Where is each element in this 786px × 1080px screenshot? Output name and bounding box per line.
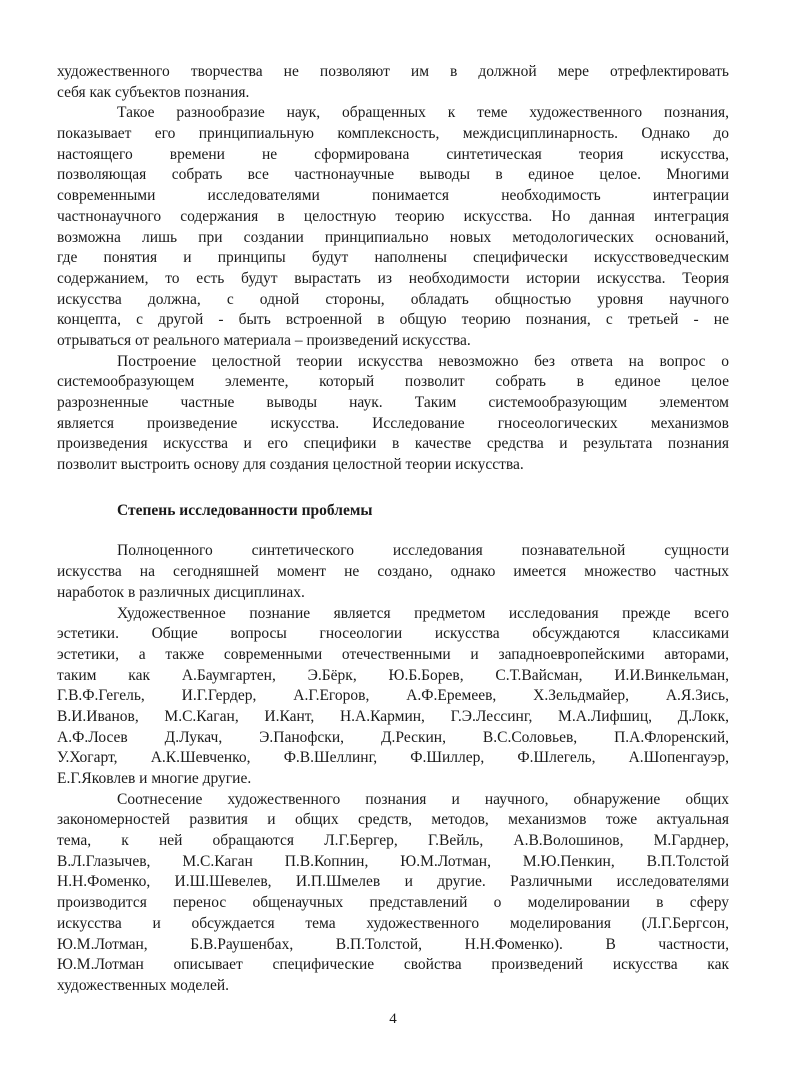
text-line: искусства и обсуждается тема художественного моделирования (Л.Г.Бергсон,: [57, 914, 729, 932]
text-line: возможна лишь при создании принципиально новых методологических оснований,: [57, 228, 729, 246]
text-line: Ю.М.Лотман описывает специфические свойства произведений искусства как: [57, 956, 729, 974]
text-line: У.Хогарт, А.К.Шевченко, Ф.В.Шеллинг, Ф.Шиллер, Ф.Шлегель, А.Шопенгауэр,: [57, 749, 729, 767]
paragraph: [57, 103, 729, 351]
text-line: системообразующем элементе, который позволит собрать в единое целое: [57, 373, 729, 391]
text-line: В.И.Иванов, М.С.Каган, И.Кант, Н.А.Кармин, Г.Э.Лессинг, М.А.Лифшиц, Д.Локк,: [57, 707, 729, 725]
text-line: Такое разнообразие наук, обращенных к теме художественного познания,: [117, 104, 729, 122]
body-text-lower: [57, 541, 729, 996]
text-line: закономерностей развития и общих средств, методов, механизмов тоже актуальная: [57, 811, 729, 829]
paragraph: [57, 790, 729, 997]
text-line: концепта, с другой - быть встроенной в общую теорию познания, с третьей - не: [57, 311, 729, 329]
text-line: Полноценного синтетического исследования познавательной сущности: [117, 542, 729, 560]
text-line: Построение целостной теории искусства невозможно без ответа на вопрос о: [117, 352, 729, 370]
text-line: произведения искусства и его специфики в качестве средства и результата познания: [57, 435, 729, 453]
text-line: искусства на сегодняшней момент не создано, однако имеется множество частных: [57, 563, 729, 581]
text-line: Художественное познание является предметом исследования прежде всего: [117, 604, 729, 622]
text-line: эстетики, а также современными отечественными и западноевропейскими авторами,: [57, 645, 729, 663]
text-line: показывает его принципиальную комплексность, междисциплинарность. Однако до: [57, 125, 729, 143]
text-line: настоящего времени не сформирована синтетическая теория искусства,: [57, 145, 729, 163]
text-line: Н.Н.Фоменко, И.Ш.Шевелев, И.П.Шмелев и другие. Различными исследователями: [57, 873, 729, 891]
text-line: Е.Г.Яковлев и многие другие.: [57, 770, 252, 787]
text-line: Соотнесение художественного познания и научного, обнаружение общих: [117, 790, 729, 808]
paragraph: [57, 62, 729, 103]
paragraph: [57, 352, 729, 476]
paragraph: [57, 541, 729, 603]
text-line: эстетики. Общие вопросы гносеологии искусства обсуждаются классиками: [57, 625, 729, 643]
text-line: производится перенос общенаучных представлений о моделировании в сферу: [57, 894, 729, 912]
text-line: искусства должна, с одной стороны, обладать общностью уровня научного: [57, 290, 729, 308]
text-line: современными исследователями понимается необходимость интеграции: [57, 187, 729, 205]
document-page: [57, 62, 729, 997]
section-heading: Степень исследованности проблемы: [117, 501, 373, 519]
text-line: А.Ф.Лосев Д.Лукач, Э.Панофски, Д.Рескин, В.С.Соловьев, П.А.Флоренский,: [57, 728, 729, 746]
page-number: 4: [389, 1011, 397, 1027]
text-line: Г.В.Ф.Гегель, И.Г.Гердер, А.Г.Егоров, А.Ф.Еремеев, Х.Зельдмайер, А.Я.Зись,: [57, 687, 729, 705]
text-line: себя как субъектов познания.: [57, 83, 250, 101]
text-line: отрываться от реального материала – произведений искусства.: [57, 331, 471, 349]
text-line: В.Л.Глазычев, М.С.Каган П.В.Копнин, Ю.М.Лотман, М.Ю.Пенкин, В.П.Толстой: [57, 852, 729, 870]
text-line: разрозненные частные выводы наук. Таким системообразующим элементом: [57, 394, 729, 411]
text-line: художественных моделей.: [57, 976, 230, 994]
text-line: частнонаучного содержания в целостную теорию искусства. Но данная интеграция: [57, 207, 729, 225]
text-line: где понятия и принципы будут наполнены специфически искусствоведческим: [57, 249, 729, 267]
text-line: художественного творчества не позволяют им в должной мере отрефлектировать: [57, 63, 729, 80]
text-line: содержанием, то есть будут вырастать из необходимости истории искусства. Теория: [57, 269, 729, 287]
paragraph: [57, 604, 729, 790]
text-line: позволяющая собрать все частнонаучные выводы в единое целое. Многими: [57, 166, 729, 184]
text-line: тема, к ней обращаются Л.Г.Бергер, Г.Вейль, А.В.Волошинов, М.Гарднер,: [57, 832, 729, 850]
text-line: таким как А.Баумгартен, Э.Бёрк, Ю.Б.Борев, С.Т.Вайсман, И.И.Винкельман,: [57, 666, 729, 684]
text-line: позволит выстроить основу для создания целостной теории искусства.: [57, 456, 524, 474]
text-line: Ю.М.Лотман, Б.В.Раушенбах, В.П.Толстой, Н.Н.Фоменко). В частности,: [57, 935, 729, 953]
text-line: наработок в различных дисциплинах.: [57, 583, 305, 601]
body-text-upper: [57, 62, 729, 476]
text-line: является произведение искусства. Исследование гносеологических механизмов: [57, 414, 729, 432]
